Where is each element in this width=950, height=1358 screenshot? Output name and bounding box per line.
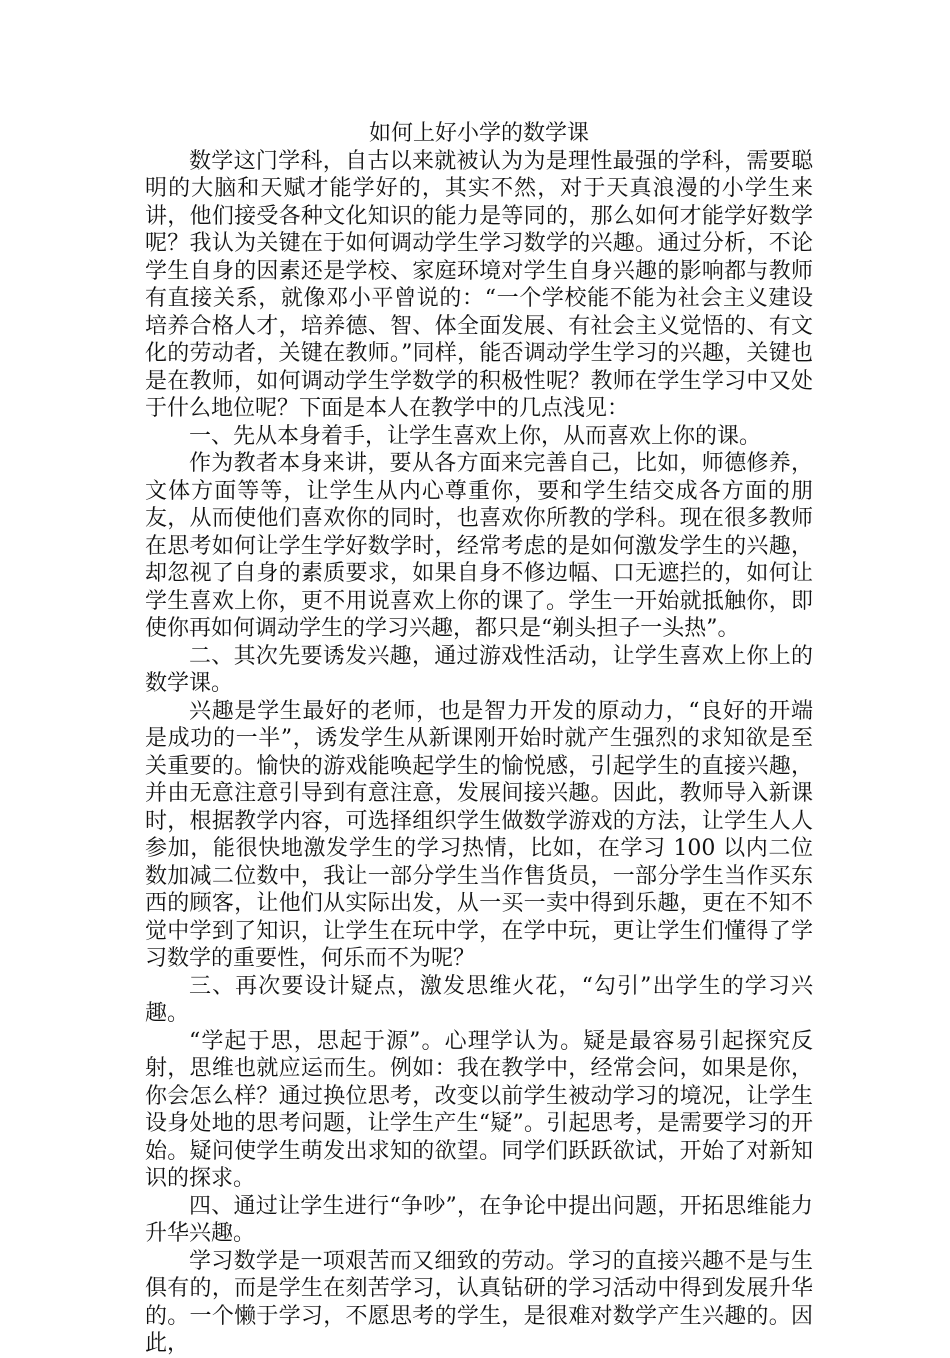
paragraph-section-1: 作为教者本身来讲，要从各方面来完善自己，比如，师德修养，文体方面等等，让学生从内心尊重你，要和学生结交成各方面的朋友，从而使他们喜欢你的同时，也喜欢你所教的学科。现在很多教师在思考如何让学生学好数学时，经常考虑的是如何激发学生的兴趣，却忽视了自身的素质要求，如果自身不修边幅、口无遮拦的，如何让学生喜欢上你，更不用说喜欢上你的课了。学生一开始就抵触你，即使你再如何调动学生的学习兴趣，都只是“剃头担子一头热”。 bbox=[145, 451, 813, 641]
section-heading-4: 四、通过让学生进行“争吵”，在争论中提出问题，开拓思维能力升华兴趣。 bbox=[145, 1193, 813, 1246]
paragraph-section-3: “学起于思，思起于源”。心理学认为。疑是最容易引起探究反射，思维也就应运而生。例如：我在教学中，经常会问，如果是你，你会怎么样？通过换位思考，改变以前学生被动学习的境况，让学生设身处地的思考问题，让学生产生“疑”。引起思考，是需要学习的开始。疑问使学生萌发出求知的欲望。同学们跃跃欲试，开始了对新知识的探求。 bbox=[145, 1028, 813, 1191]
paragraph-section-2: 兴趣是学生最好的老师，也是智力开发的原动力，“良好的开端是成功的一半”，诱发学生从新课刚开始时就产生强烈的求知欲是至关重要的。愉快的游戏能唤起学生的愉悦感，引起学生的直接兴趣，并由无意注意引导到有意注意，发展间接兴趣。因此，教师导入新课时，根据教学内容，可选择组织学生做数学游戏的方法，让学生人人参加，能很快地激发学生的学习热情，比如，在学习 100 以内二位数加减二位数中，我让一部分学生当作售货员，一部分学生当作买东西的顾客，让他们从实际出发，从一买一卖中得到乐趣，更在不知不觉中学到了知识，让学生在玩中学，在学中玩，更让学生们懂得了学习数学的重要性，何乐而不为呢？ bbox=[145, 698, 813, 971]
document-title: 如何上好小学的数学课 bbox=[368, 121, 589, 146]
paragraph-section-4: 学习数学是一项艰苦而又细致的劳动。学习的直接兴趣不是与生俱有的，而是学生在刻苦学习，认真钻研的学习活动中得到发展升华的。一个懒于学习，不愿思考的学生，是很难对数学产生兴趣的。因此， bbox=[145, 1248, 813, 1356]
paragraph-intro: 数学这门学科，自古以来就被认为为是理性最强的学科，需要聪明的大脑和天赋才能学好的，其实不然，对于天真浪漫的小学生来讲，他们接受各种文化知识的能力是等同的，那么如何才能学好数学呢？我认为关键在于如何调动学生学习数学的兴趣。通过分析，不论学生自身的因素还是学校、家庭环境对学生自身兴趣的影响都与教师有直接关系，就像邓小平曾说的：“一个学校能不能为社会主义建设培养合格人才，培养德、智、体全面发展、有社会主义觉悟的、有文化的劳动者，关键在教师。”同样，能否调动学生学习的兴趣，关键也是在教师，如何调动学生学数学的积极性呢？教师在学生学习中又处于什么地位呢？下面是本人在教学中的几点浅见： bbox=[145, 148, 813, 421]
section-heading-3: 三、再次要设计疑点，激发思维火花，“勾引”出学生的学习兴趣。 bbox=[145, 973, 813, 1026]
section-heading-2: 二、其次先要诱发兴趣，通过游戏性活动，让学生喜欢上你上的数学课。 bbox=[145, 643, 813, 696]
document-body bbox=[145, 120, 813, 1358]
section-heading-1: 一、先从本身着手，让学生喜欢上你，从而喜欢上你的课。 bbox=[189, 423, 762, 449]
